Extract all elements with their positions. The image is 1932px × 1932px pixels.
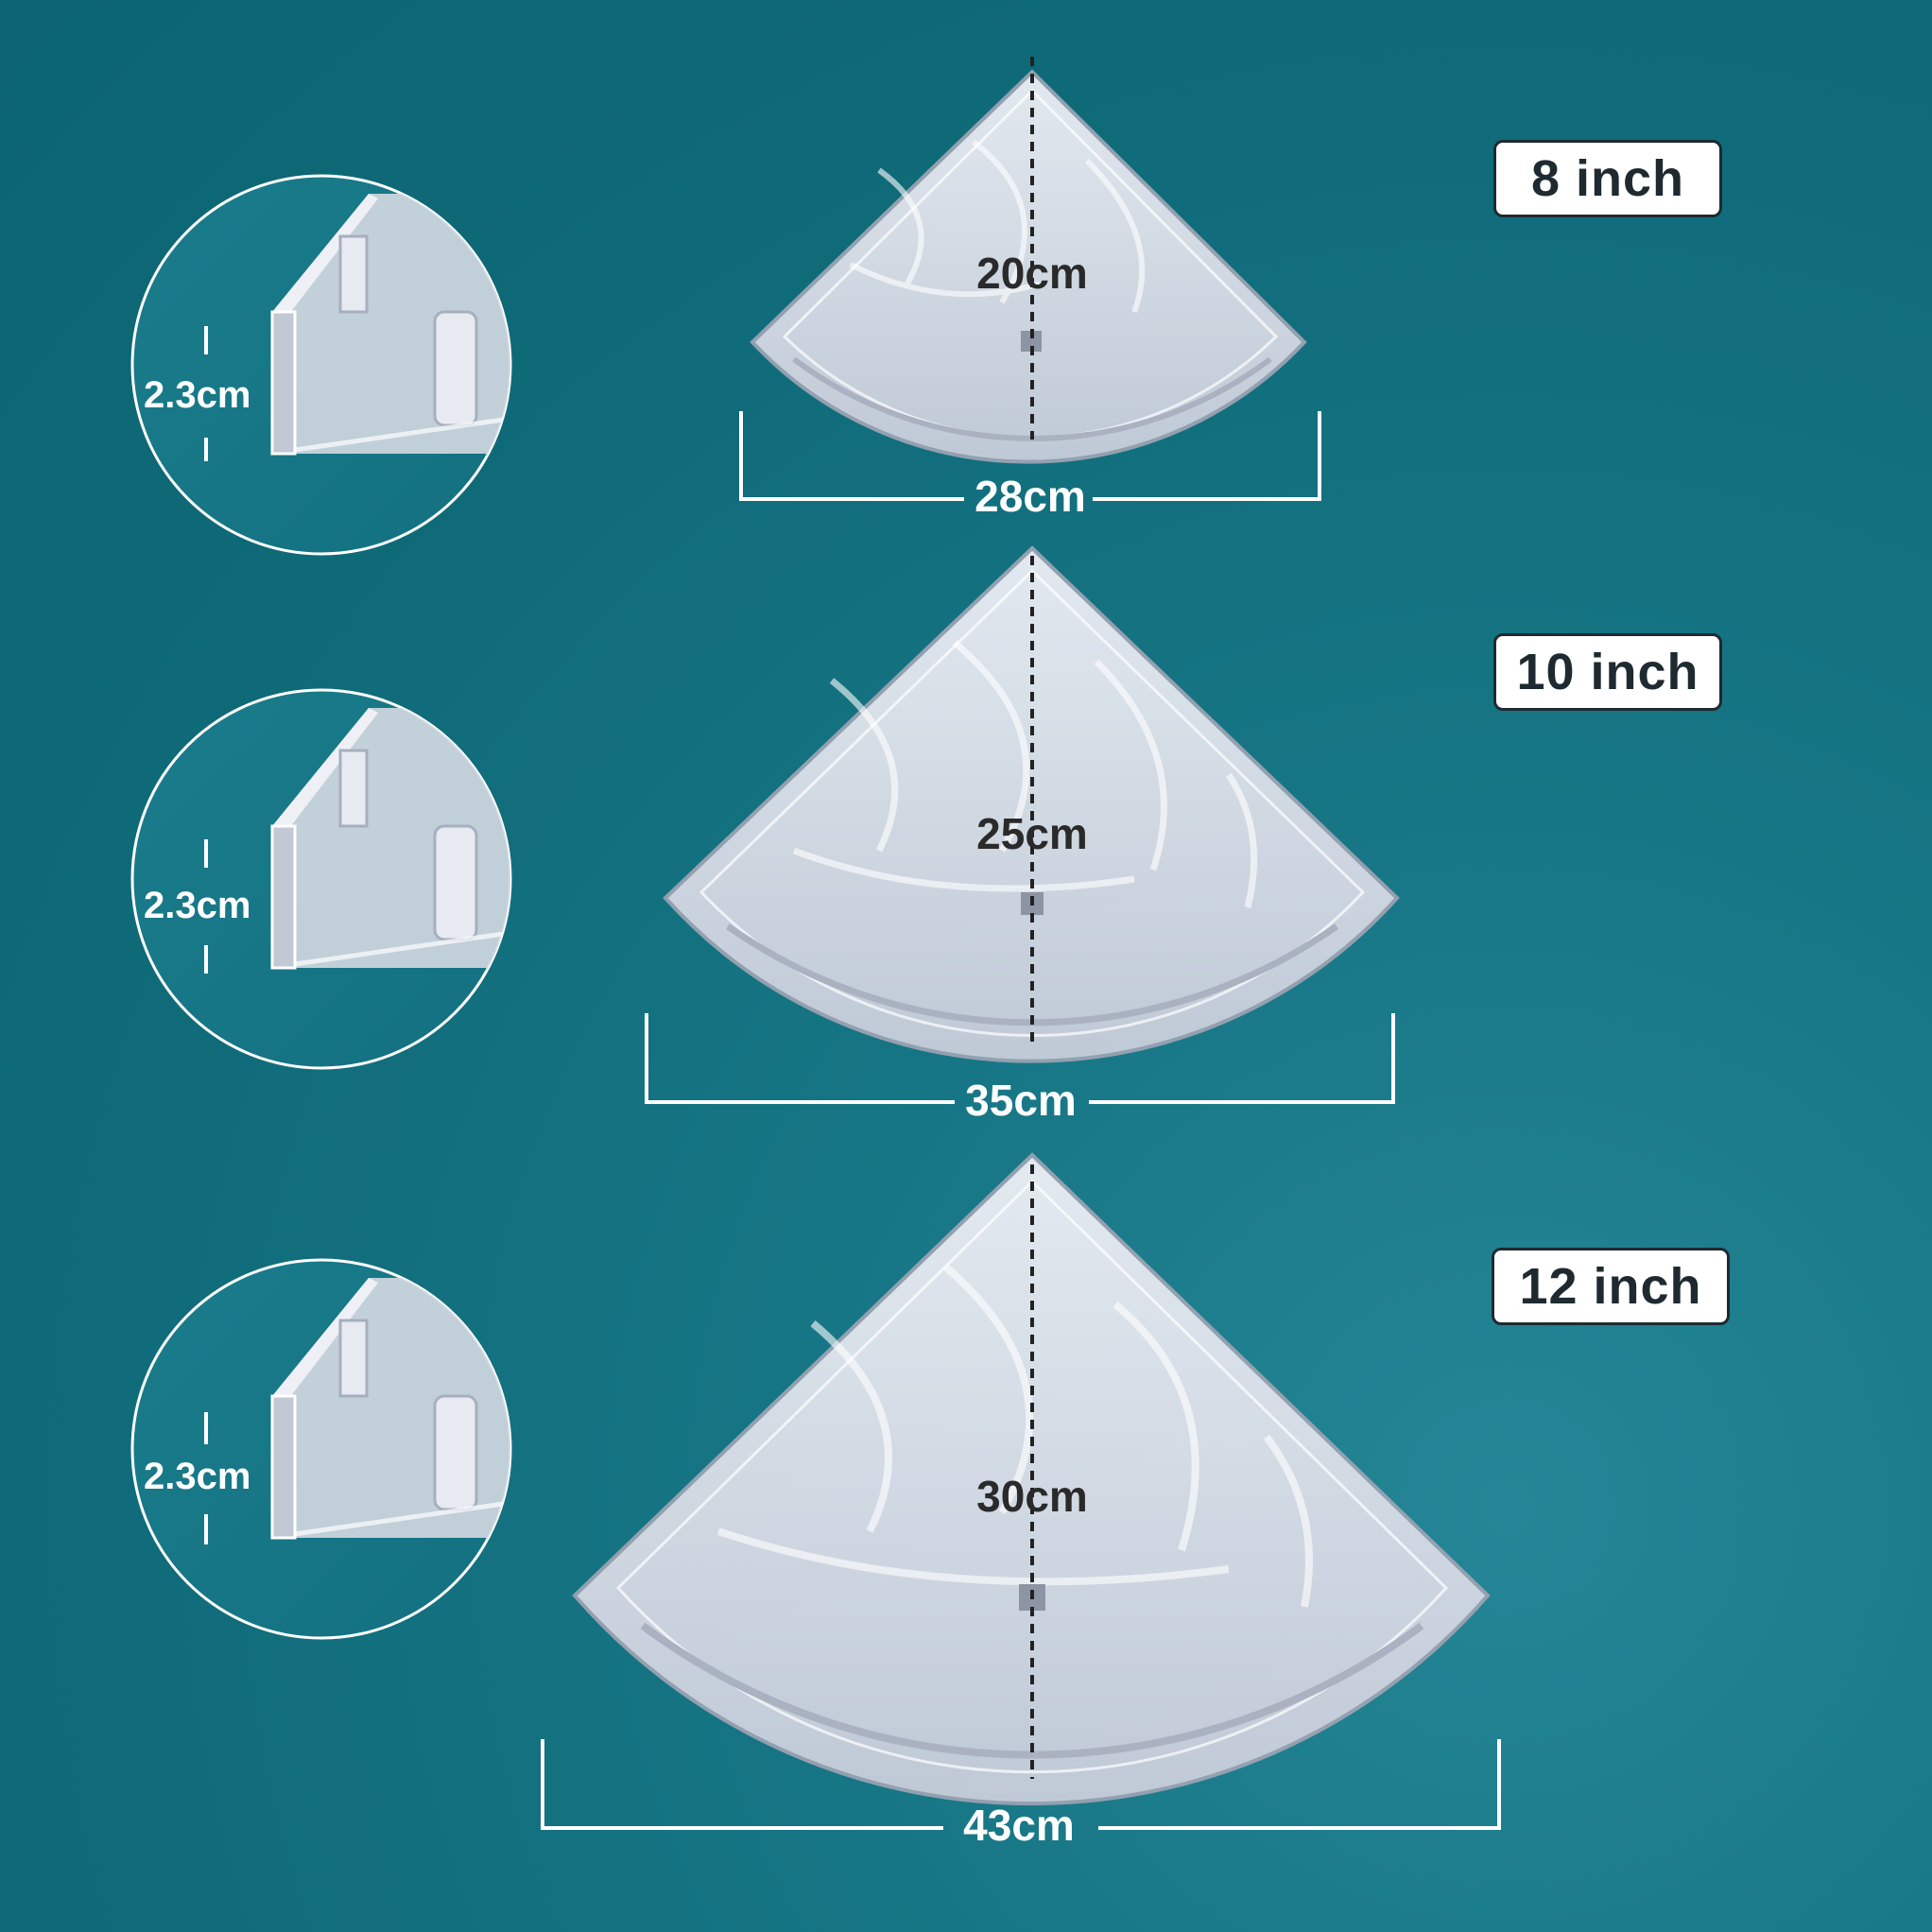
- size-badge-8-inch: 8 inch: [1493, 140, 1722, 217]
- thickness-zoom-circle-8-inch: [132, 176, 529, 554]
- thickness-zoom-circle-10-inch: [132, 690, 529, 1068]
- thickness-label-8-inch: 2.3cm: [144, 374, 251, 416]
- size-badge-10-inch: 10 inch: [1493, 633, 1722, 711]
- width-label-10-inch: 35cm: [965, 1076, 1077, 1125]
- depth-label-10-inch: 25cm: [976, 809, 1088, 858]
- size-badge-12-inch: 12 inch: [1492, 1248, 1730, 1325]
- width-label-8-inch: 28cm: [975, 472, 1086, 521]
- width-label-12-inch: 43cm: [963, 1801, 1075, 1850]
- thickness-label-10-inch: 2.3cm: [144, 885, 251, 926]
- depth-label-12-inch: 30cm: [976, 1472, 1088, 1521]
- shelf-10-inch: [665, 548, 1397, 1061]
- thickness-zoom-circle-12-inch: [132, 1260, 529, 1638]
- thickness-label-12-inch: 2.3cm: [144, 1456, 251, 1497]
- depth-label-8-inch: 20cm: [976, 249, 1088, 298]
